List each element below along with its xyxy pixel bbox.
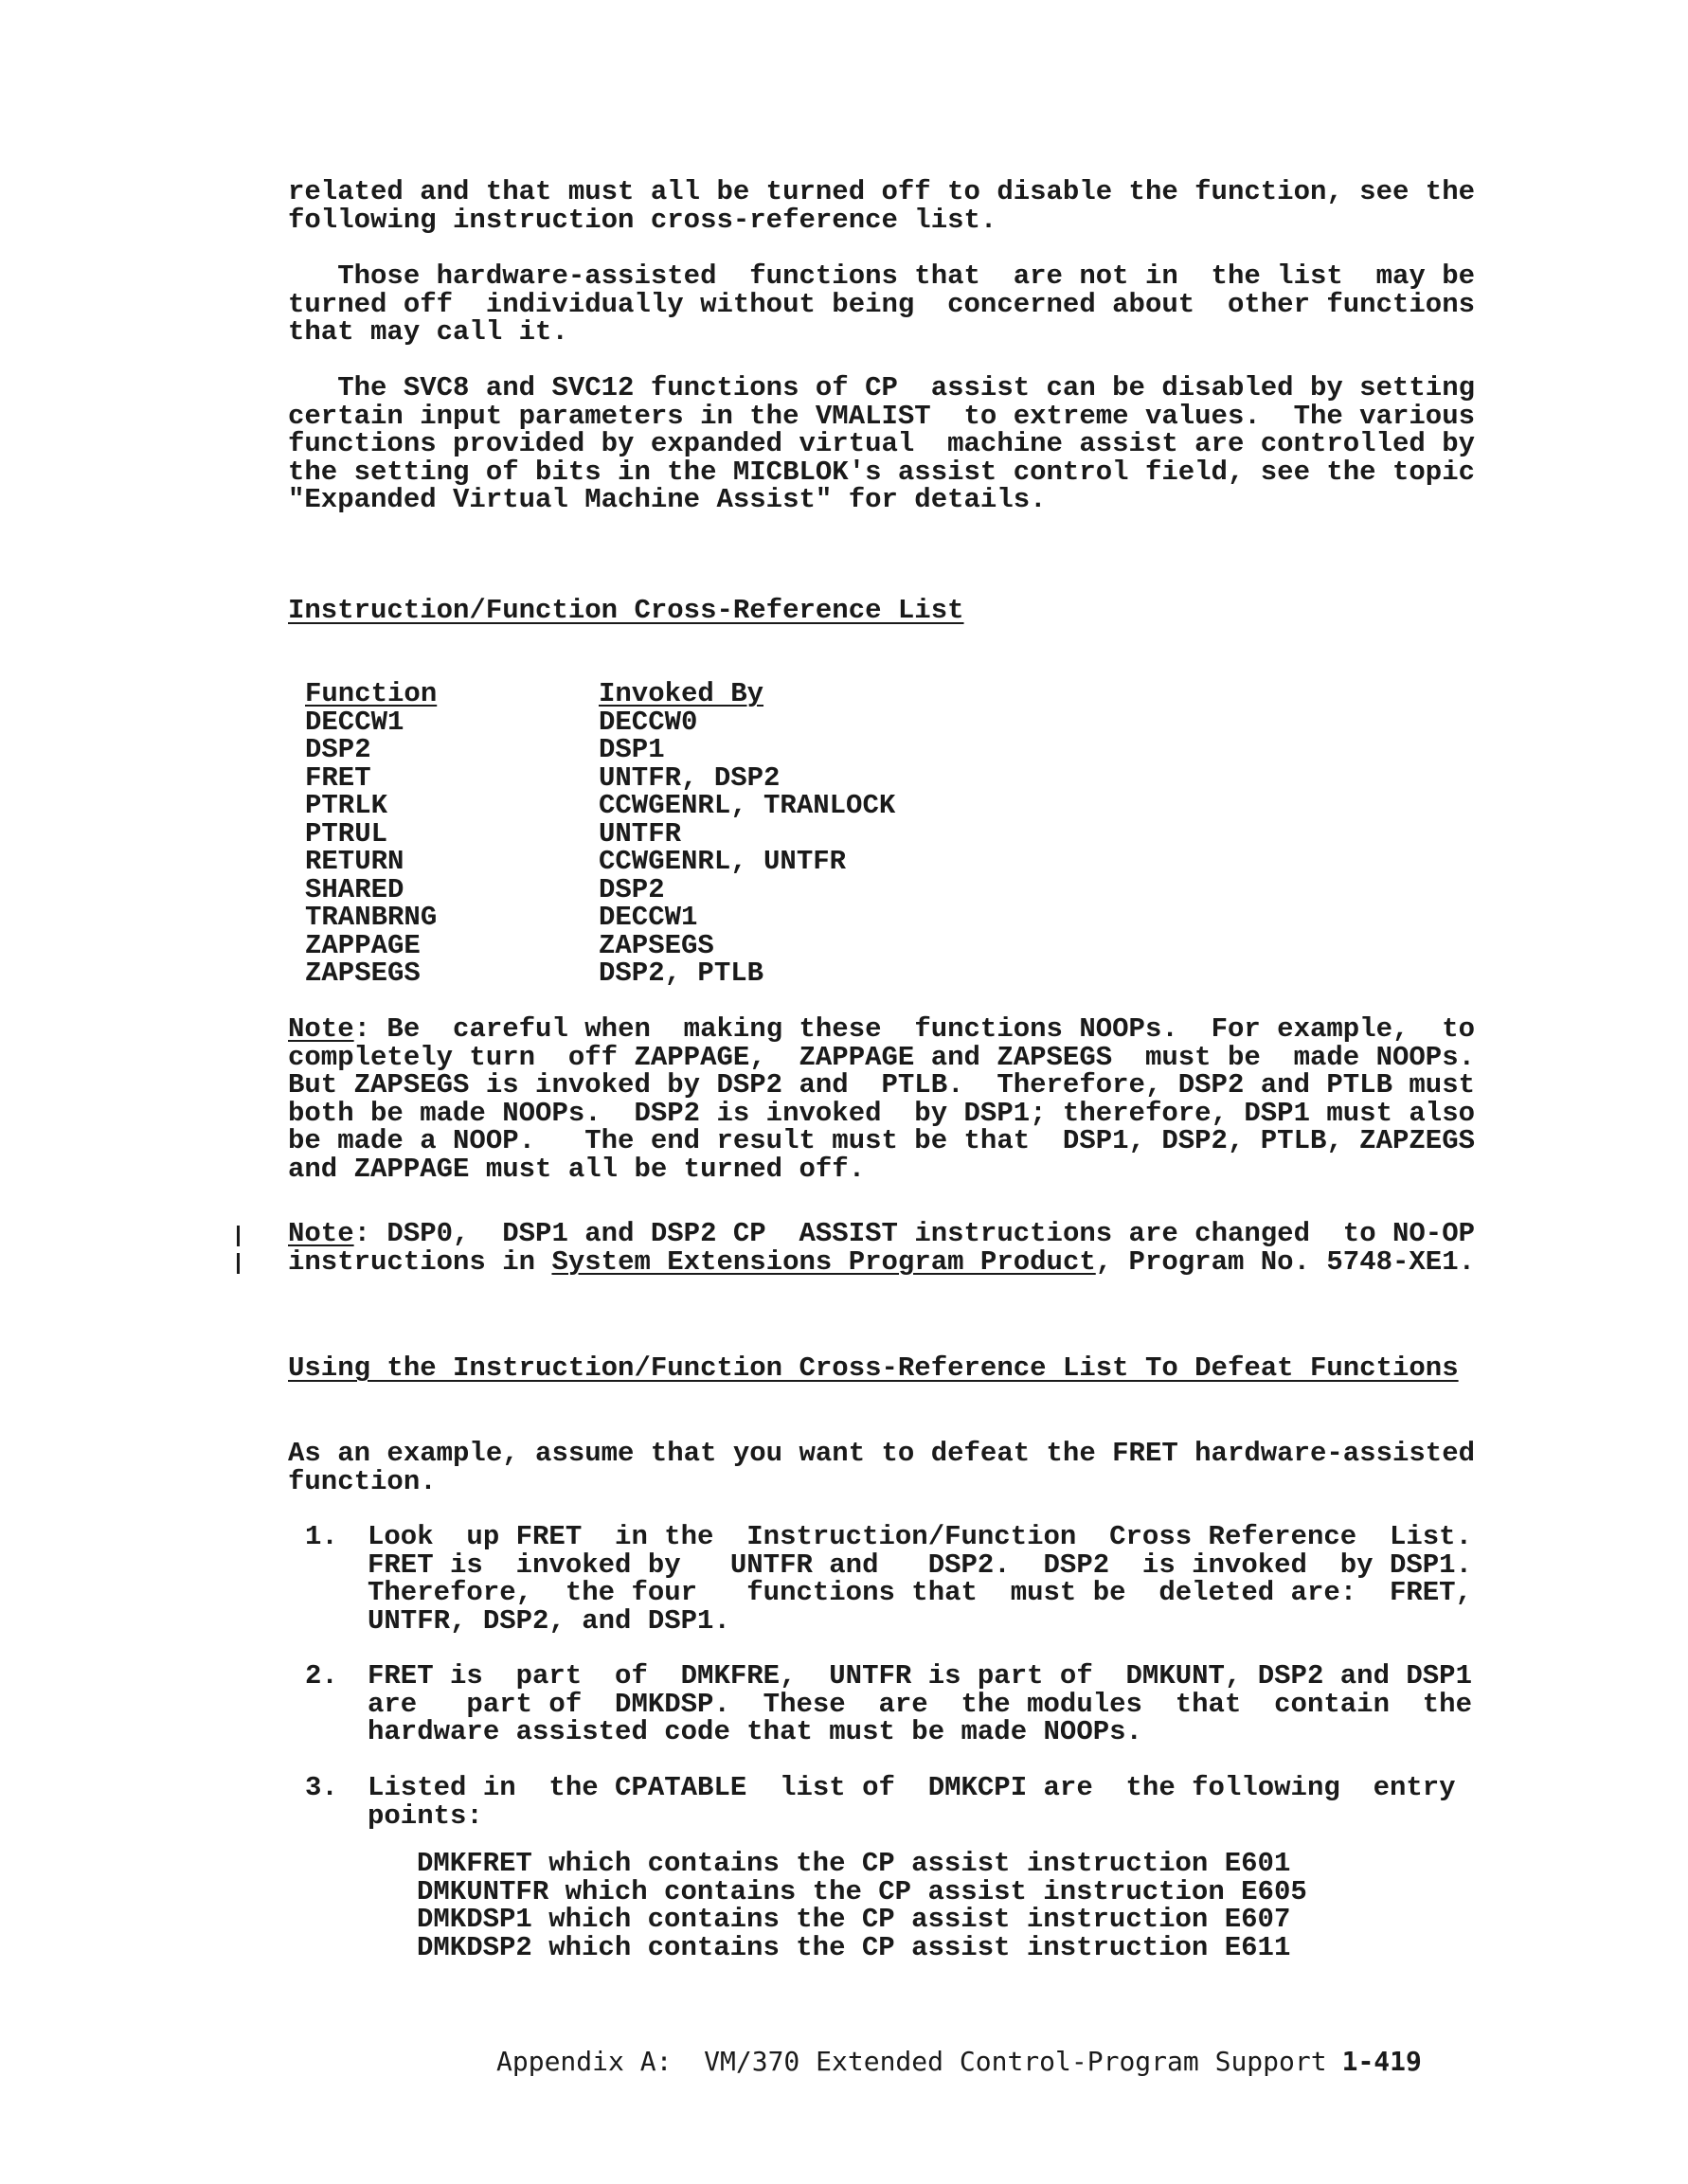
- function-cell: DSP2: [305, 734, 371, 765]
- column-header-function: Function: [305, 678, 438, 709]
- text-line: "Expanded Virtual Machine Assist" for details.: [288, 484, 1047, 515]
- invoked-by-cell: CCWGENRL, UNTFR: [599, 846, 847, 877]
- text-line: function.: [288, 1465, 437, 1497]
- text-line: certain input parameters in the VMALIST to extreme values. The various: [288, 400, 1476, 432]
- text-line: functions provided by expanded virtual machine assist are controlled by: [288, 428, 1476, 459]
- note-label: Note: [288, 1218, 354, 1249]
- column-header-invoked-by: Invoked By: [599, 678, 764, 709]
- function-cell: ZAPPAGE: [305, 929, 421, 961]
- table-row: [305, 848, 1167, 876]
- function-cell: RETURN: [305, 846, 404, 877]
- example-intro: [288, 1438, 1476, 1497]
- list-number: 2.: [305, 1660, 338, 1692]
- table-header-row: [305, 680, 1167, 708]
- table-row: [305, 904, 1167, 932]
- text-line: : DSP0, DSP1 and DSP2 CP ASSIST instructions are changed to NO-OP: [353, 1218, 1476, 1249]
- note-careful-noops: [288, 1013, 1476, 1185]
- text-line: , Program No. 5748-XE1.: [1095, 1245, 1476, 1278]
- function-cell: ZAPSEGS: [305, 958, 421, 989]
- function-cell: SHARED: [305, 873, 404, 905]
- text-line: Therefore, the four functions that must be deleted are: FRET,: [368, 1577, 1472, 1608]
- invoked-by-cell: DECCW0: [599, 706, 698, 738]
- text-line: As an example, assume that you want to defeat the FRET hardware-assisted: [288, 1438, 1476, 1469]
- invoked-by-cell: DECCW1: [599, 902, 698, 933]
- text-line: related and that must all be turned off to disable the function, see the: [288, 176, 1476, 207]
- text-line: hardware assisted code that must be made NOOPs.: [368, 1716, 1142, 1747]
- footer-title: Appendix A: VM/370 Extended Control-Program Support: [496, 2046, 1327, 2077]
- table-row: [305, 708, 1167, 737]
- function-cell: TRANBRNG: [305, 902, 438, 933]
- entry-point-line: DMKFRET which contains the CP assist instruction E601: [417, 1848, 1291, 1879]
- entry-points-list: [417, 1850, 1307, 1961]
- list-number: 1.: [305, 1521, 338, 1552]
- text-line: and ZAPPAGE must all be turned off.: [288, 1153, 866, 1185]
- entry-point-line: DMKDSP2 which contains the CP assist instruction E611: [417, 1931, 1291, 1963]
- text-line: following instruction cross-reference list.: [288, 204, 997, 236]
- table-row: [305, 792, 1167, 820]
- product-name: System Extensions Program Product: [551, 1245, 1096, 1278]
- revision-bar: [237, 1253, 240, 1274]
- text-line: turned off individually without being concerned about other functions: [288, 288, 1476, 320]
- text-line: The SVC8 and SVC12 functions of CP assist can be disabled by setting: [288, 372, 1476, 403]
- text-line: FRET is invoked by UNTFR and DSP2. DSP2 is invoked by DSP1.: [368, 1548, 1472, 1581]
- text-line: Look up FRET in the Instruction/Function Cross Reference List.: [368, 1521, 1472, 1552]
- table-row: [305, 959, 1167, 988]
- table-row: [305, 873, 1167, 905]
- entry-point-line: DMKDSP1 which contains the CP assist instruction E607: [417, 1904, 1291, 1935]
- text-line: are part of DMKDSP. These are the modules that contain the: [368, 1688, 1472, 1720]
- list-text: [368, 1523, 1472, 1635]
- function-cell: DECCW1: [305, 706, 404, 738]
- entry-point-line: DMKUNTFR which contains the CP assist instruction E605: [417, 1875, 1307, 1907]
- cross-reference-table: [305, 680, 1167, 988]
- text-line: But ZAPSEGS is invoked by DSP2 and PTLB. Therefore, DSP2 and PTLB must: [288, 1069, 1476, 1101]
- text-line: FRET is part of DMKFRE, UNTFR is part of DMKUNT, DSP2 and DSP1: [368, 1660, 1472, 1692]
- text-line: the setting of bits in the MICBLOK's assist control field, see the topic: [288, 456, 1476, 488]
- list-text: [368, 1662, 1472, 1746]
- table-row: [305, 761, 1167, 794]
- text-line: Listed in the CPATABLE list of DMKCPI are the following entry: [368, 1772, 1456, 1803]
- invoked-by-cell: ZAPSEGS: [599, 929, 714, 961]
- invoked-by-cell: UNTFR: [599, 817, 682, 850]
- text-line: be made a NOOP. The end result must be that DSP1, DSP2, PTLB, ZAPZEGS: [288, 1125, 1476, 1156]
- invoked-by-cell: DSP1: [599, 734, 665, 765]
- table-row: [305, 736, 1167, 764]
- text-line: both be made NOOPs. DSP2 is invoked by DSP1; therefore, DSP1 must also: [288, 1097, 1476, 1129]
- list-text: [368, 1774, 1456, 1830]
- invoked-by-cell: DSP2: [599, 873, 665, 905]
- invoked-by-cell: CCWGENRL, TRANLOCK: [599, 790, 896, 821]
- intro-paragraph-2: [288, 260, 1476, 348]
- note-system-extensions: [288, 1218, 1476, 1278]
- function-cell: PTRLK: [305, 790, 388, 821]
- list-number: 3.: [305, 1772, 338, 1803]
- section-heading-defeat-functions: Using the Instruction/Function Cross-Reference List To Defeat Functions: [288, 1352, 1459, 1384]
- page-footer: [496, 2048, 1422, 2076]
- text-line: completely turn off ZAPPAGE, ZAPPAGE and ZAPSEGS must be made NOOPs.: [288, 1041, 1476, 1073]
- invoked-by-cell: UNTFR, DSP2: [599, 761, 781, 794]
- function-cell: FRET: [305, 761, 371, 794]
- text-line: instructions in: [288, 1245, 552, 1278]
- text-line: Those hardware-assisted functions that are not in the list may be: [288, 260, 1476, 292]
- text-line: points:: [368, 1799, 483, 1832]
- revision-bar: [237, 1226, 240, 1246]
- table-row: [305, 929, 1167, 961]
- table-row: [305, 817, 1167, 850]
- function-cell: PTRUL: [305, 817, 388, 850]
- section-heading-cross-reference: Instruction/Function Cross-Reference List: [288, 595, 964, 626]
- text-line: UNTFR, DSP2, and DSP1.: [368, 1604, 730, 1637]
- intro-paragraph-1: [288, 176, 1476, 236]
- text-line: that may call it.: [288, 316, 568, 348]
- page-number: 1-419: [1341, 2046, 1422, 2077]
- text-line: : Be careful when making these functions NOOPs. For example, to: [353, 1013, 1476, 1045]
- invoked-by-cell: DSP2, PTLB: [599, 958, 764, 989]
- note-label: Note: [288, 1013, 354, 1045]
- intro-paragraph-3: [288, 372, 1476, 515]
